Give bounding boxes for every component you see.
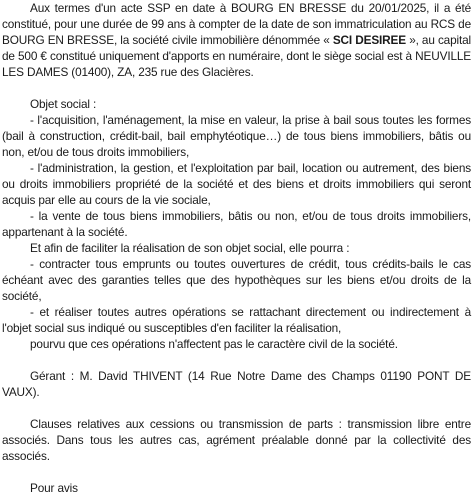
objet-item-vente: - la vente de tous biens immobiliers, bâtis ou non, et/ou de tous droits immobiliers, appartenant à la société. xyxy=(2,209,471,239)
objet-proviso: pourvu que ces opérations n'affectent pas le caractère civil de la société. xyxy=(30,337,398,351)
objet-item-administration: - l'administration, la gestion, et l'exploitation par bail, location ou autrement, des biens ou droits immobiliers propriété de la société et des biens et droits immobiliers qui seront acquis par elle au cours de la vie sociale, xyxy=(2,161,471,207)
constitution-text-end: », au capital de 500 € constitué uniquement d'apports en numéraire, dont le siège social est à NEUVILLE LES DAMES (01400), ZA, 235 rue des Glacières. xyxy=(2,33,471,79)
spacer xyxy=(0,352,473,368)
clauses-paragraph: Clauses relatives aux cessions ou transmission de parts : transmission libre entre associés. Dans tous les autres cas, agrément préalable donné par la collectivité des associés. xyxy=(2,417,471,463)
objet-heading: Objet social : xyxy=(30,97,97,111)
spacer xyxy=(0,464,473,480)
company-name: SCI DESIREE xyxy=(332,33,406,47)
spacer xyxy=(0,400,473,416)
objet-facilitate-intro: Et afin de faciliter la réalisation de son objet social, elle pourra : xyxy=(30,241,350,255)
spacer xyxy=(0,80,473,96)
gerant-paragraph: Gérant : M. David THIVENT (14 Rue Notre Dame des Champs 01190 PONT DE VAUX). xyxy=(2,369,471,399)
objet-item-acquisition: - l'acquisition, l'aménagement, la mise en valeur, la prise à bail sous toutes les formes (bail à construction, crédit-bail, bail emphytéotique…) de tous biens immobiliers, bâtis ou non, et/ou de tous droits immobiliers, xyxy=(2,113,471,159)
objet-facilitate-operations: - et réaliser toutes autres opérations se rattachant directement ou indirectement à l'objet social sus indiqué ou susceptibles d'en faciliter la réalisation, xyxy=(2,305,471,335)
objet-facilitate-emprunts: - contracter tous emprunts ou toutes ouvertures de crédit, tous crédits-bails le cas échéant avec des garanties telles que des hypothèques sur les biens et/ou droits de la société, xyxy=(2,257,471,303)
constitution-paragraph xyxy=(0,0,473,80)
closing-text: Pour avis xyxy=(30,481,78,495)
constitution-text-start: Aux termes d'un acte SSP en date à BOURG EN BRESSE du 20/01/2025, il a été constitué, pour une durée de 99 ans à compter de la date de son immatriculation au RCS de BOURG EN BRESSE, la société civile immobilière dénommée « xyxy=(2,1,471,47)
